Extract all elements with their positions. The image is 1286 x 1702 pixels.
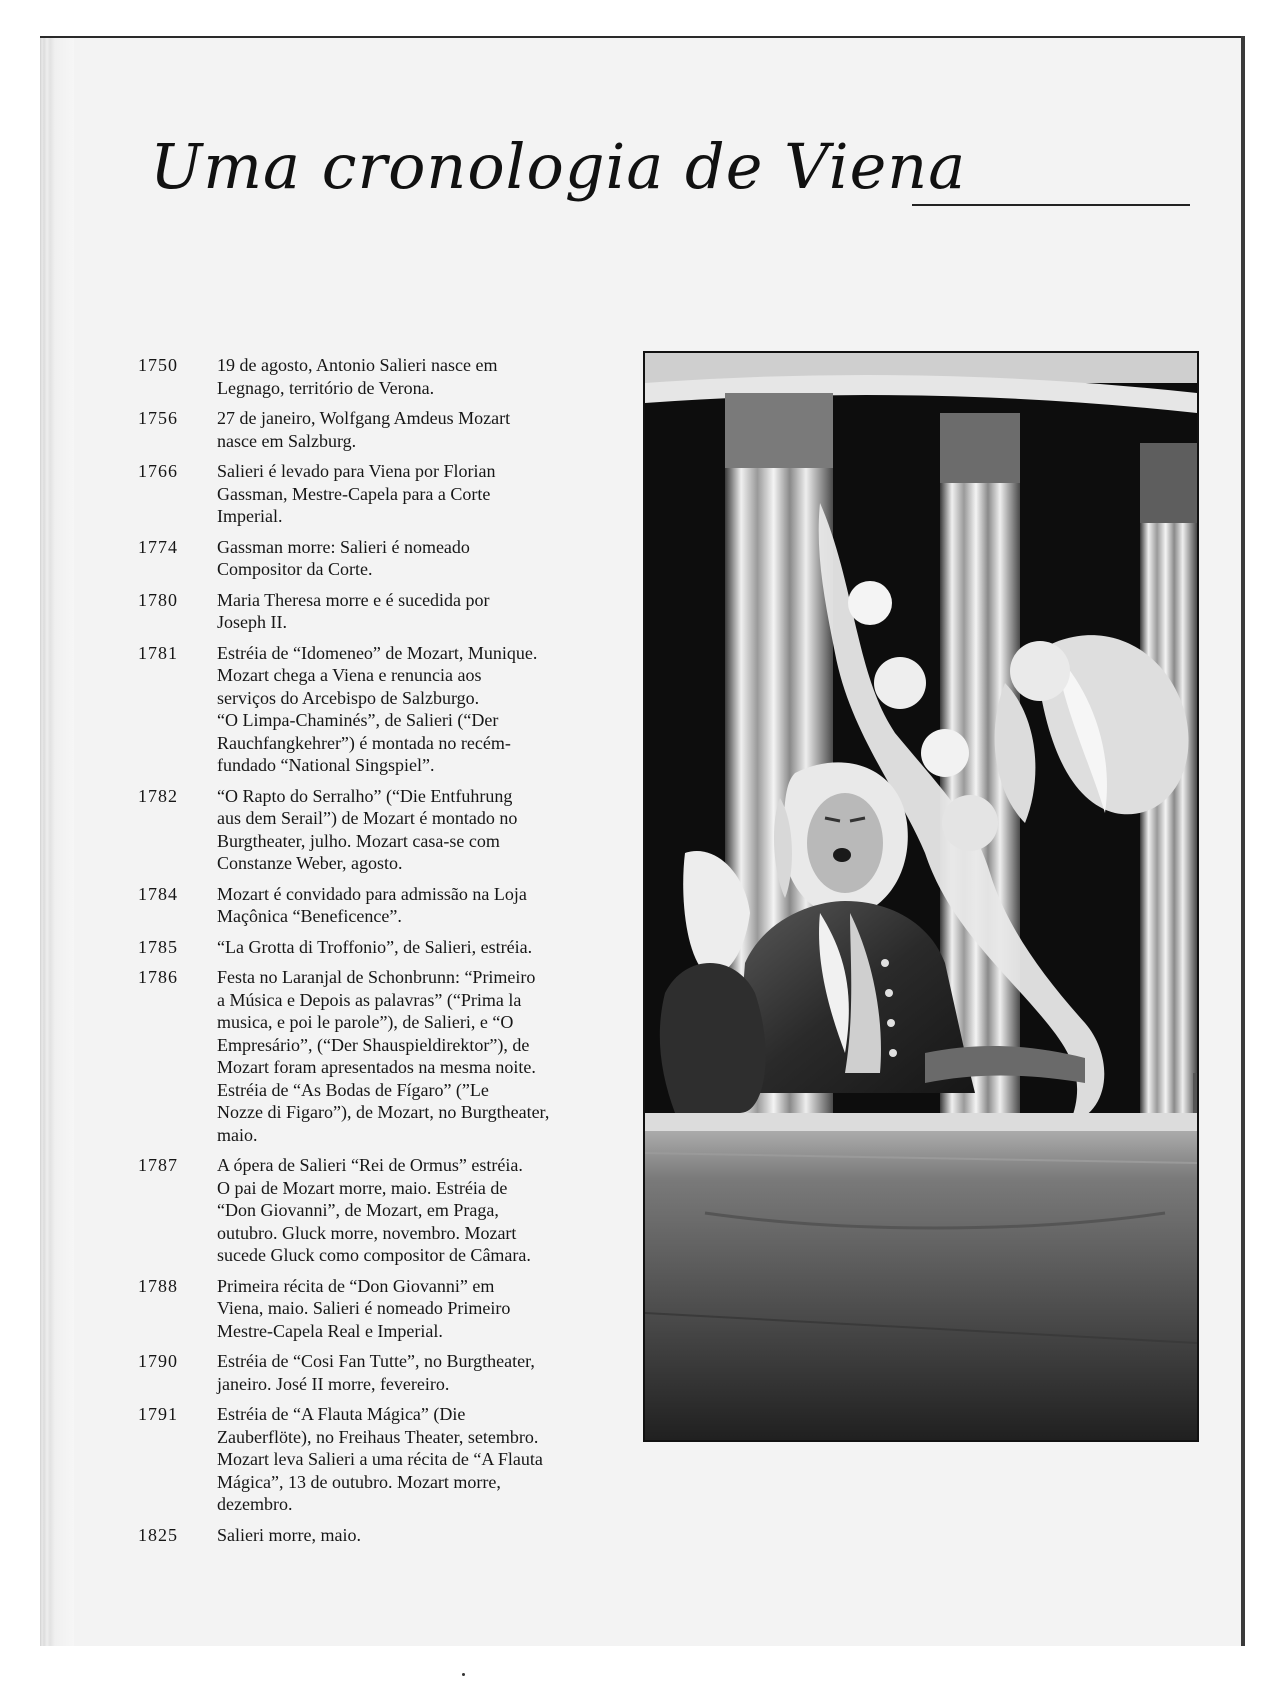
timeline-text-line: Primeira récita de “Don Giovanni” em <box>217 1275 495 1296</box>
timeline-text-line: Mozart foram apresentados na mesma noite. <box>217 1057 536 1077</box>
timeline-text-line: “La Grotta di Troffonio”, de Salieri, estréia. <box>217 936 533 957</box>
timeline-text <box>217 936 618 959</box>
timeline-text <box>217 1524 618 1547</box>
timeline-entry <box>138 1524 618 1547</box>
timeline-text-line: fundado “National Singspiel”. <box>217 755 435 775</box>
timeline-text-line: maio. <box>217 1124 258 1145</box>
timeline-text-line: Estréia de “Idomeneo” de Mozart, Munique. <box>217 642 538 663</box>
timeline-text-line: Joseph II. <box>217 612 287 632</box>
timeline-entry <box>138 883 618 928</box>
timeline-year: 1780 <box>138 589 178 610</box>
timeline-text-line: aus dem Serail”) de Mozart é montado no <box>217 808 518 828</box>
timeline-text-line: Estréia de “Cosi Fan Tutte”, no Burgtheater, <box>217 1351 535 1371</box>
timeline-text-line: nasce em Salzburg. <box>217 430 357 451</box>
timeline-year: 1782 <box>138 785 178 806</box>
timeline-text <box>217 1275 618 1343</box>
timeline-entry <box>138 589 618 634</box>
timeline-text-line: janeiro. José II morre, fevereiro. <box>217 1373 450 1394</box>
timeline-text-line: dezembro. <box>217 1494 293 1514</box>
timeline-text-line: Estréia de “As Bodas de Fígaro” (”Le <box>217 1079 489 1100</box>
timeline-list <box>138 354 618 1554</box>
timeline-year: 1756 <box>138 408 178 428</box>
timeline-text <box>217 1154 618 1267</box>
timeline-text-line: Maçônica “Beneficence”. <box>217 906 402 926</box>
timeline-text-line: sucede Gluck como compositor de Câmara. <box>217 1245 531 1265</box>
timeline-entry <box>138 1154 618 1267</box>
timeline-year: 1788 <box>138 1275 178 1296</box>
timeline-text-line: Viena, maio. Salieri é nomeado Primeiro <box>217 1298 511 1318</box>
timeline-entry <box>138 407 618 452</box>
timeline-text-line: serviços do Arcebispo de Salzburgo. <box>217 687 480 708</box>
timeline-text-line: Mozart chega a Viena e renuncia aos <box>217 665 482 685</box>
timeline-entry <box>138 354 618 399</box>
timeline-text <box>217 785 618 875</box>
timeline-text-line: Estréia de “A Flauta Mágica” (Die <box>217 1404 466 1424</box>
timeline-text-line: Maria Theresa morre e é sucedida por <box>217 589 490 610</box>
page-title: Uma cronologia de Viena <box>150 130 967 203</box>
timeline-entry <box>138 642 618 777</box>
timeline-text-line: Zauberflöte), no Freihaus Theater, setembro. <box>217 1426 539 1447</box>
scan-right-edge <box>1241 36 1245 1646</box>
timeline-text-line: Constanze Weber, agosto. <box>217 853 403 873</box>
timeline-text-line: Mestre-Capela Real e Imperial. <box>217 1320 443 1341</box>
timeline-text-line: A ópera de Salieri “Rei de Ormus” estréia. <box>217 1155 523 1175</box>
timeline-text-line: 27 de janeiro, Wolfgang Amdeus Mozart <box>217 408 511 428</box>
timeline-text <box>217 354 618 399</box>
timeline-entry <box>138 966 618 1146</box>
timeline-text-line: “O Limpa-Chaminés”, de Salieri (“Der <box>217 710 499 730</box>
timeline-text-line: Salieri é levado para Viena por Florian <box>217 461 496 481</box>
timeline-text-line: Gassman, Mestre-Capela para a Corte <box>217 483 491 504</box>
timeline-entry <box>138 936 618 959</box>
timeline-year: 1791 <box>138 1404 178 1424</box>
timeline-year: 1790 <box>138 1351 178 1371</box>
timeline-year: 1766 <box>138 461 178 481</box>
timeline-text-line: Mozart leva Salieri a uma récita de “A Flauta <box>217 1449 543 1469</box>
timeline-text-line: outubro. Gluck morre, novembro. Mozart <box>217 1222 517 1243</box>
timeline-text-line: Empresário”, (“Der Shauspieldirektor”), de <box>217 1034 530 1055</box>
timeline-entry <box>138 460 618 528</box>
scan-binding-edge <box>40 36 74 1646</box>
timeline-entry <box>138 1403 618 1516</box>
timeline-entry <box>138 785 618 875</box>
timeline-text-line: Festa no Laranjal de Schonbrunn: “Primeiro <box>217 967 536 987</box>
timeline-text-line: Mágica”, 13 de outubro. Mozart morre, <box>217 1471 501 1492</box>
timeline-text <box>217 966 618 1146</box>
timeline-text-line: Salieri morre, maio. <box>217 1524 361 1545</box>
title-rule <box>912 204 1190 206</box>
timeline-year: 1774 <box>138 536 178 557</box>
timeline-text <box>217 1403 618 1516</box>
timeline-text-line: Mozart é convidado para admissão na Loja <box>217 883 527 904</box>
timeline-text-line: Compositor da Corte. <box>217 559 373 579</box>
timeline-entry <box>138 536 618 581</box>
timeline-text-line: musica, e poi le parole”), de Salieri, e “O <box>217 1012 514 1032</box>
stage-photo <box>643 351 1199 1442</box>
timeline-text-line: “Don Giovanni”, de Mozart, em Praga, <box>217 1200 499 1220</box>
timeline-text-line: Burgtheater, julho. Mozart casa-se com <box>217 830 500 851</box>
timeline-year: 1785 <box>138 936 178 957</box>
timeline-text <box>217 1350 618 1395</box>
timeline-text-line: Rauchfangkehrer”) é montada no recém- <box>217 732 511 753</box>
timeline-text-line: Legnago, território de Verona. <box>217 377 435 398</box>
timeline-text-line: 19 de agosto, Antonio Salieri nasce em <box>217 355 498 375</box>
timeline-year: 1786 <box>138 967 178 987</box>
timeline-entry <box>138 1275 618 1343</box>
timeline-text <box>217 407 618 452</box>
timeline-text-line: Nozze di Figaro”), de Mozart, no Burgtheater, <box>217 1102 550 1122</box>
timeline-text-line: Gassman morre: Salieri é nomeado <box>217 536 470 557</box>
timeline-text-line: O pai de Mozart morre, maio. Estréia de <box>217 1177 508 1198</box>
timeline-text <box>217 883 618 928</box>
timeline-year: 1781 <box>138 642 178 663</box>
timeline-text-line: “O Rapto do Serralho” (“Die Entfuhrung <box>217 785 513 806</box>
timeline-year: 1787 <box>138 1155 178 1175</box>
timeline-text <box>217 589 618 634</box>
timeline-year: 1750 <box>138 355 178 375</box>
timeline-year: 1784 <box>138 883 178 904</box>
timeline-text-line: Imperial. <box>217 506 283 526</box>
timeline-text <box>217 536 618 581</box>
timeline-text <box>217 460 618 528</box>
timeline-text <box>217 642 618 777</box>
timeline-text-line: a Música e Depois as palavras” (“Prima la <box>217 989 522 1010</box>
timeline-year: 1825 <box>138 1524 178 1545</box>
timeline-entry <box>138 1350 618 1395</box>
stray-mark <box>462 1673 465 1676</box>
